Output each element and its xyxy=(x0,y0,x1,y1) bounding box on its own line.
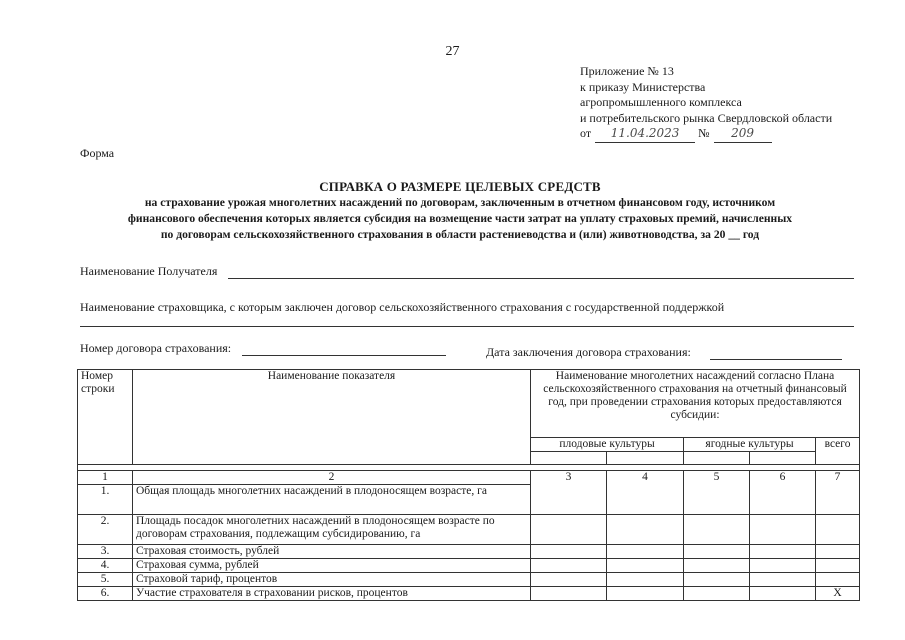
column-number: 4 xyxy=(607,471,684,515)
value-cell[interactable] xyxy=(684,559,750,573)
page-number: 27 xyxy=(445,44,460,59)
row-label: Площадь посадок многолетних насаждений в плодоносящем возрасте по договорам страхования, подлежащим субсидированию, га xyxy=(133,515,531,545)
header-row-number: Номер строки xyxy=(78,370,133,465)
value-cell[interactable] xyxy=(750,573,816,587)
value-cell[interactable] xyxy=(684,545,750,559)
column-number: 1 xyxy=(78,471,133,485)
row-number: 6. xyxy=(78,587,133,601)
contract-date-label: Дата заключения договора страхования: xyxy=(486,345,691,359)
row-number: 4. xyxy=(78,559,133,573)
header-plantings-group: Наименование многолетних насаждений согласно Плана сельскохозяйственного страхования на отчетный финансовый год, при проведении страхования которых предоставляются субсидии: xyxy=(531,370,860,438)
header-fruit-crops: плодовые культуры xyxy=(531,438,684,452)
row-label: Участие страхователя в страховании рисков, процентов xyxy=(133,587,531,601)
row-label: Страховая сумма, рублей xyxy=(133,559,531,573)
value-cell[interactable] xyxy=(750,515,816,545)
value-cell[interactable] xyxy=(684,515,750,545)
subtitle-line-1: на страхование урожая многолетних насаждений по договорам, заключенным в отчетном финансовом году, источником xyxy=(144,196,776,209)
value-cell[interactable] xyxy=(607,573,684,587)
table-row xyxy=(78,559,860,573)
value-cell[interactable] xyxy=(607,587,684,601)
value-cell[interactable] xyxy=(750,545,816,559)
table-row xyxy=(78,545,860,559)
recipient-label: Наименование Получателя xyxy=(80,264,218,278)
value-cell[interactable] xyxy=(816,573,860,587)
header-indicator: Наименование показателя xyxy=(133,370,531,465)
date-prefix: от xyxy=(580,126,592,140)
value-cell[interactable] xyxy=(816,545,860,559)
row-label: Страховой тариф, процентов xyxy=(133,573,531,587)
header-berry-crops: ягодные культуры xyxy=(684,438,816,452)
number-prefix: № xyxy=(698,126,710,140)
row-number: 1. xyxy=(78,485,133,515)
value-cell[interactable] xyxy=(531,559,607,573)
appendix-line-2: к приказу Министерства xyxy=(580,79,706,94)
value-cell[interactable] xyxy=(531,545,607,559)
value-cell[interactable] xyxy=(816,515,860,545)
value-cell[interactable] xyxy=(607,545,684,559)
recipient-field[interactable] xyxy=(228,278,854,279)
document-title: СПРАВКА О РАЗМЕРЕ ЦЕЛЕВЫХ СРЕДСТВ xyxy=(319,179,601,194)
value-cell[interactable] xyxy=(684,587,750,601)
appendix-line-3: агропромышленного комплекса xyxy=(580,95,742,109)
row-number: 5. xyxy=(78,573,133,587)
column-number: 6 xyxy=(750,471,816,515)
subheader-cell xyxy=(750,452,816,465)
appendix-line-4: и потребительского рынка Свердловской области xyxy=(580,110,833,125)
row-label: Страховая стоимость, рублей xyxy=(133,545,531,559)
value-cell[interactable] xyxy=(531,587,607,601)
indicators-table xyxy=(77,369,860,601)
column-number: 2 xyxy=(133,471,531,485)
value-cell[interactable] xyxy=(607,515,684,545)
subtitle-line-3: по договорам сельскохозяйственного страхования в области растениеводства и (или) животноводства, за 20 __ год xyxy=(160,228,760,241)
form-label: Форма xyxy=(80,146,115,160)
value-cell[interactable] xyxy=(816,559,860,573)
contract-number-field[interactable] xyxy=(242,355,446,356)
header-total: всего xyxy=(816,438,860,465)
subheader-cell xyxy=(531,452,607,465)
row-number: 3. xyxy=(78,545,133,559)
value-cell[interactable] xyxy=(750,559,816,573)
date-signature: 11.04.2023 xyxy=(595,126,695,143)
contract-number-label: Номер договора страхования: xyxy=(80,341,232,355)
value-cell[interactable] xyxy=(750,587,816,601)
column-number: 7 xyxy=(816,471,860,515)
row-label: Общая площадь многолетних насаждений в плодоносящем возрасте, га xyxy=(133,485,531,515)
row-number: 2. xyxy=(78,515,133,545)
value-cell[interactable] xyxy=(531,515,607,545)
value-cell[interactable] xyxy=(531,573,607,587)
subtitle-line-2: финансового обеспечения которых является субсидия на возмещение части затрат на уплату страховых премий, начисленных xyxy=(127,212,793,225)
insurer-field[interactable] xyxy=(80,326,854,327)
column-number-row xyxy=(78,471,860,485)
table-row xyxy=(78,515,860,545)
subheader-cell xyxy=(684,452,750,465)
appendix-date-line xyxy=(580,126,832,143)
total-mark-cell: X xyxy=(816,587,860,601)
insurer-label: Наименование страховщика, с которым заключен договор сельскохозяйственного страхования с государственной поддержкой xyxy=(80,300,725,314)
contract-date-field[interactable] xyxy=(710,359,842,360)
value-cell[interactable] xyxy=(607,559,684,573)
column-number: 3 xyxy=(531,471,607,515)
document-subtitle xyxy=(60,195,860,243)
subheader-cell xyxy=(607,452,684,465)
number-signature: 209 xyxy=(714,126,772,143)
table-row xyxy=(78,573,860,587)
appendix-line-1: Приложение № 13 xyxy=(580,64,674,78)
column-number: 5 xyxy=(684,471,750,515)
value-cell[interactable] xyxy=(684,573,750,587)
appendix-block xyxy=(580,64,832,143)
table-row xyxy=(78,587,860,601)
